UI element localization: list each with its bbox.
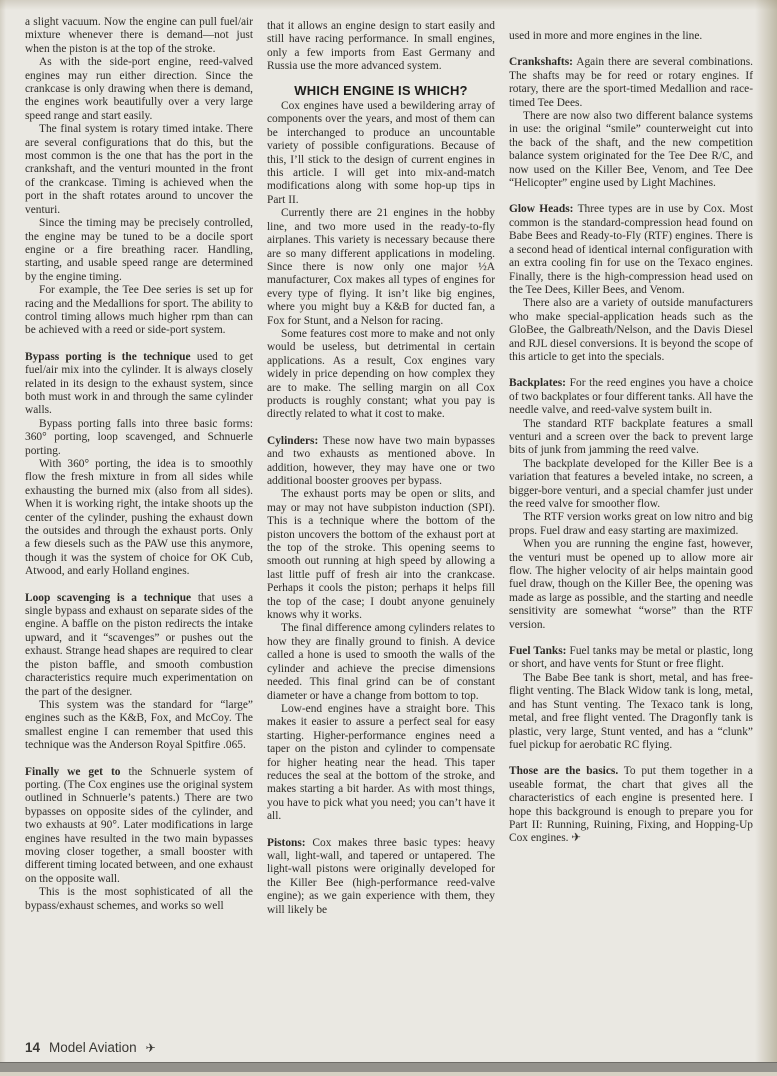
paragraph-lead: Finally we get to [25,765,121,778]
text-column-3 [509,16,753,917]
page-footer [25,1040,156,1055]
section-heading: WHICH ENGINE IS WHICH? [294,82,468,98]
paragraph: When you are running the engine fast, however, the venturi must be opened up to allow more air flow. The higher velocity of air helps maintain good fuel draw, though on the Killer Bee, the opening was made as large as possible, and the starting and needle sensitivity are somewhat “worse” than the RTF version. [509,538,753,631]
paragraph: The RTF version works great on low nitro and big props. Fuel draw and easy starting are maximized. [509,511,753,537]
paragraph: The final system is rotary timed intake. There are several configurations that do this, but the most common is the one that has the port in the crankshaft, and the venturi mounted in the front of the crankcase. Timing is achieved when the port in the shaft rotates around to uncover the venturi. [25,123,253,216]
paragraph: Fuel Tanks: Fuel tanks may be metal or plastic, long or short, and have vents for Stunt or free flight. [509,645,753,671]
paragraph: Crankshafts: Again there are several combinations. The shafts may be for reed or rotary engines. If rotary, there are the sport-timed Medallion and race-timed Tee Dees. [509,56,753,109]
paragraph: With 360° porting, the idea is to smoothly flow the fresh mixture in from all sides while exhausting the burned mix (also from all sides). When it is working right, the intake shoots up the center of the cylinder, pushing the exhaust down the outsides and through the exhaust ports. Only a few diesels such as the PAW use this anymore, though it was the system of choice for OK Cub, Atwood, and early Holland engines. [25,458,253,578]
paragraph: Low-end engines have a straight bore. This makes it easier to assure a perfect seal for easy starting. Higher-performance engines need a taper on the piston and cylinder to compensate for higher heating near the head. This taper reduces the seal at the bottom of the stroke, and makes starting a bit harder. As with most things, you have to pick what you need; you can’t have it all. [267,702,495,823]
scan-bottom-edge [0,1072,777,1076]
paragraph-lead: Pistons: [267,836,306,849]
scan-top-edge [0,0,777,10]
paragraph-lead: Crankshafts: [509,56,573,69]
paragraph-lead: Backplates: [509,377,566,390]
paragraph: The Babe Bee tank is short, metal, and has free-flight venting. The Black Widow tank is long, metal, and has Stunt venting. The Texaco tank is long, metal, and free flight vented. The Dragonfly tank is plastic, very large, Stunt vented, and has a “clunk” fuel pickup for aerobatic RC flying. [509,671,753,751]
paragraph: The exhaust ports may be open or slits, and may or may not have subpiston induction (SPI). This is a technique where the bottom of the piston uncovers the bottom of the exhaust port at the top of the stroke. This opening seems to smooth out running at high speed by allowing a last little puff of fresh air into the crankcase. Perhaps it cools the piston; perhaps it helps fill the top of the case; I doubt anyone genuinely knows why it works. [267,488,495,622]
airplane-icon: ✈ [145,1041,156,1055]
paragraph: The standard RTF backplate features a small venturi and a screen over the back to prevent large bits of junk from jamming the reed valve. [509,417,753,457]
paragraph: Glow Heads: Three types are in use by Cox. Most common is the standard-compression head found on Babe Bees and Ready-to-Fly (RTF) engines. There is a second head of identical internal configuration with an extra cooling fin for use on the Texaco engines. Finally, there is the high-compression head used on the Tee Dees, Killer Bees, and Venom. [509,203,754,296]
paragraph: Cylinders: These now have two main bypasses and two exhausts as mentioned above. In addition, however, they may have one or two additional booster grooves per bypass. [267,434,495,487]
paragraph: This is the most sophisticated of all the bypass/exhaust schemes, and works so well [25,886,253,912]
article-body [25,16,753,917]
paragraph: Currently there are 21 engines in the hobby line, and two more used in the ready-to-fly airplanes. This variety is necessary because there are so many different applications in modeling. Since there is now only one major ½A manufacturer, Cox makes all types of engines for every type of flying. It isn’t like big engines, where you might buy a K&B for ducted fan, a Fox for Stunt, and a Nelson for racing. [267,207,495,327]
paragraph: Bypass porting is the technique used to get fuel/air mix into the cylinder. It is always closely related in its design to the exhaust system, since both must work in and through the same cylinder walls. [25,350,253,417]
paragraph: Bypass porting falls into three basic forms: 360° porting, loop scavenged, and Schnuerle porting. [25,417,253,457]
paragraph: For example, the Tee Dee series is set up for racing and the Medallions for sport. The ability to control timing allows much higher rpm than can be achieved with a reed or side-port system. [25,284,253,337]
paragraph: There also are a variety of outside manufacturers who make special-application heads such as the GloBee, the Galbreath/Nelson, and the Davis Diesel and RJL diesel conversions. It is beyond the scope of this article to get into the specials. [509,297,753,363]
paragraph: Cox engines have used a bewildering array of components over the years, and most of them can be interchanged to produce an uncountable variety of possible configurations. Because of this, I’ll stick to the design of current engines in this article. I will get into mix-and-match modifications along with some hop-up tips in Part II. [267,100,495,206]
paragraph: Backplates: For the reed engines you have a choice of two backplates or four different tanks. All have the needle valve, and reed-valve system built in. [509,377,753,417]
paragraph: Loop scavenging is a technique that uses a single bypass and exhaust on separate sides of the engine. A baffle on the piston redirects the intake upward, and it “scavenges” or pushes out the exhaust. Strange head shapes are required to clear the piston baffle, and smooth combustion characteristics require much experimentation on the part of the designer. [25,591,254,698]
paragraph-lead: Bypass porting is the technique [25,350,191,363]
paragraph-lead: Glow Heads: [509,203,574,216]
paragraph: Finally we get to the Schnuerle system of porting. (The Cox engines use the original system outlined in Schnuerle’s patents.) There are two bypasses on opposite sides of the cylinder, and two exhausts at 90°. Later modifications in large engines have resulted in the two main bypasses moving closer together, a small booster with different timing located between, and one exhaust on the opposite wall. [25,765,253,885]
paragraph: There are now also two different balance systems in use: the original “smile” counterweight cut into the back of the shaft, and the new competition balance system originated for the Tee Dee R/C, and now used on the Killer Bee, Venom, and Tee Dee “Helicopter” engine used by Light Machines. [509,110,753,190]
paragraph: a slight vacuum. Now the engine can pull fuel/air mixture whenever there is demand—not just when the piston is at the top of the stroke. [25,16,253,55]
text-column-1 [25,16,253,917]
paragraph-lead: Cylinders: [267,434,319,447]
scan-right-edge [755,0,777,1062]
paragraph-lead: Fuel Tanks: [509,645,567,658]
paragraph: that it allows an engine design to start easily and still have racing performance. In small engines, only a few imports from East Germany and Russia use the more advanced system. [267,20,495,73]
paragraph: Some features cost more to make and not only would be useless, but detrimental in certain applications. As a result, Cox engines vary widely in price depending on how complex they are to make. The selling margin on all Cox products is roughly constant; what you pay is directly related to what it cost to make. [267,327,495,421]
scan-left-edge [0,0,6,1062]
paragraph: This system was the standard for “large” engines such as the K&B, Fox, and McCoy. The smallest engine I can remember that used this technique was the Anderson Royal Spitfire .065. [25,698,253,752]
paragraph-lead: Those are the basics. [509,765,619,778]
paragraph: Since the timing may be precisely controlled, the engine may be tuned to be a docile sport engine or a fire breathing racer. Handling, starting, and usable speed range are determined by the engine timing. [25,217,253,283]
paragraph: As with the side-port engine, reed-valved engines may run either direction. Since the crankcase is only drawing when there is demand, the engines work beautifully over a very large speed range and start easily. [25,56,253,122]
magazine-title: Model Aviation [49,1040,137,1055]
text-column-2 [267,16,495,917]
paragraph: The backplate developed for the Killer Bee is a variation that features a beveled intake, no screen, a bigger-bore venturi, and a special chamfer just under the reed valve for smoother flow. [509,457,753,510]
paragraph: Pistons: Cox makes three basic types: heavy wall, light-wall, and tapered or untapered. The light-wall pistons were originally developed for the Killer Bee (high-performance reed-valve engine); as we gain experience with them, they will likely be [267,836,495,916]
paragraph: The final difference among cylinders relates to how they are finally ground to finish. A device called a hone is used to smooth the walls of the cylinder and achieve the precise dimensions needed. This final grind can be of constant diameter or have a change from bottom to top. [267,622,495,702]
paragraph-lead: Loop scavenging is a technique [25,591,192,604]
paragraph: used in more and more engines in the line. [509,30,703,42]
page-number: 14 [25,1040,41,1055]
paragraph: Those are the basics. To put them together in a useable format, the chart that gives all the characteristics of each engine is presented here. I hope this background is enough to prepare you for Part II: Running, Ruining, Fixing, and Hopping-Up Cox engines. ✈ [509,765,753,845]
